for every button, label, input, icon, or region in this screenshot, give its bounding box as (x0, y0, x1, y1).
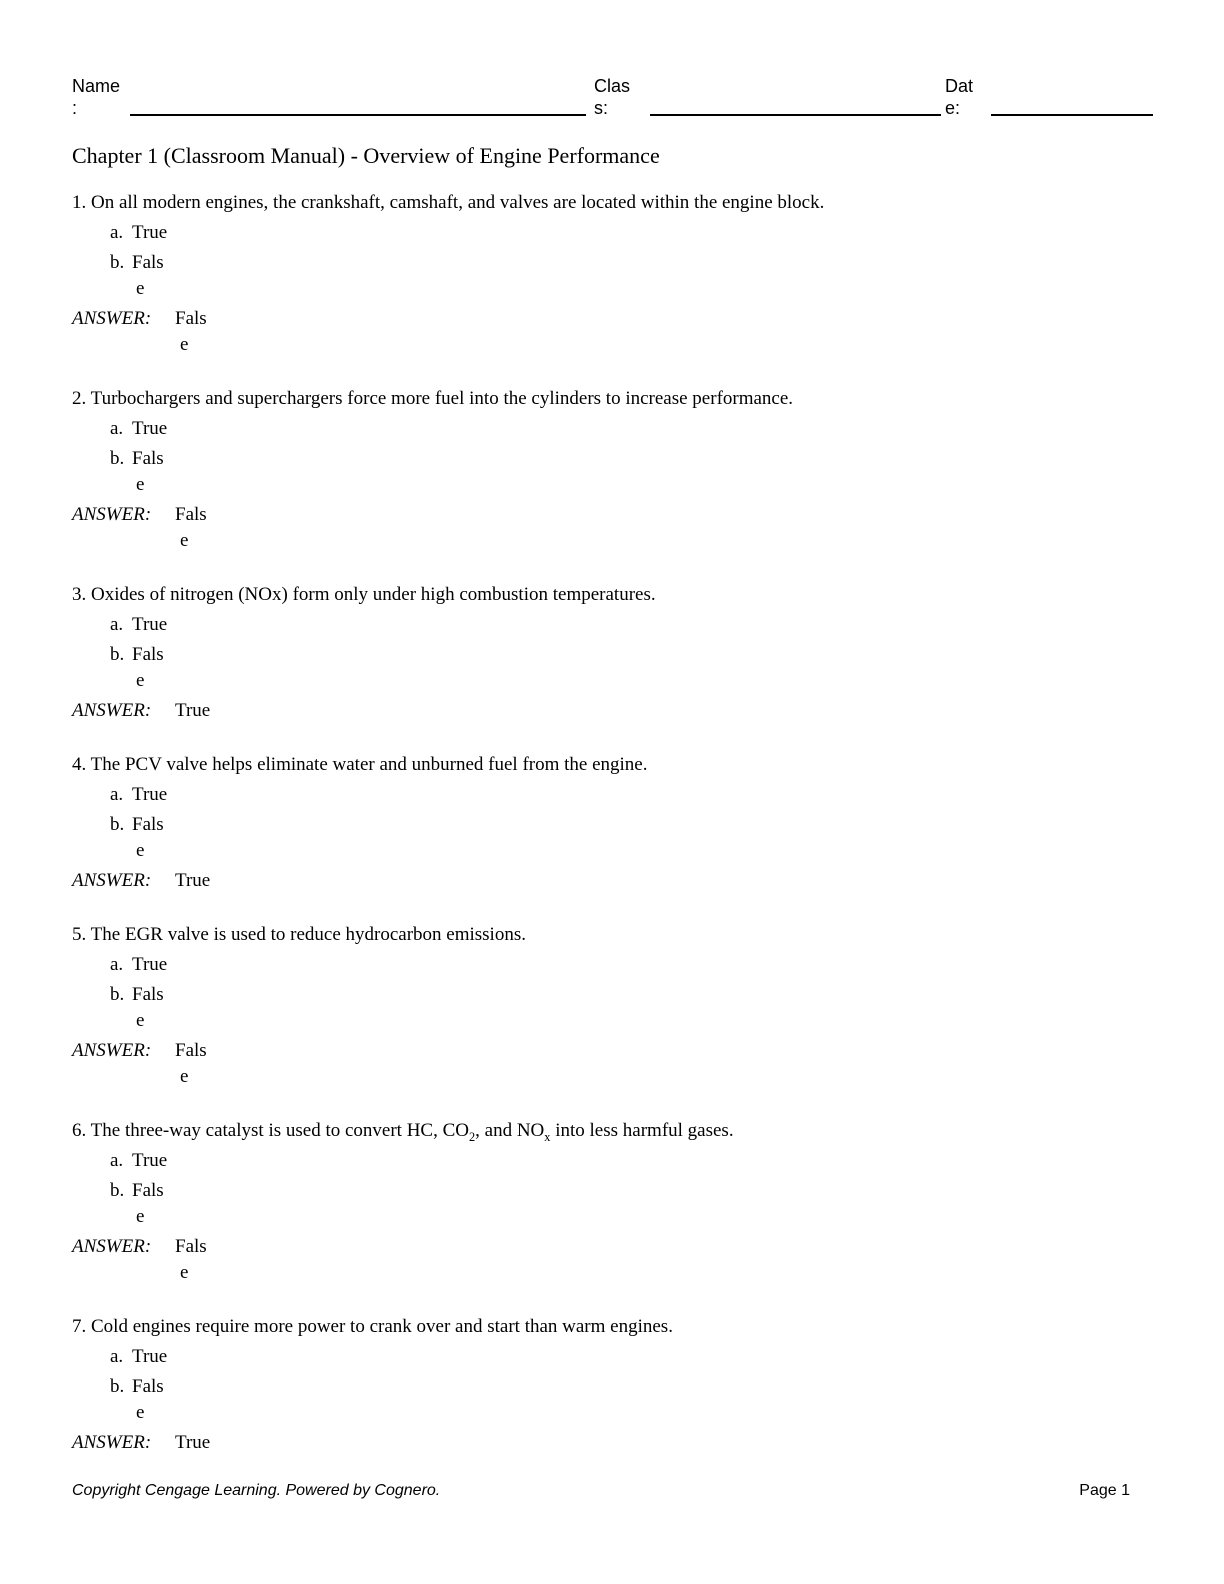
question-number: 3. (72, 584, 87, 605)
option-letter: b. (110, 448, 125, 469)
answer-value-line: Fals (175, 1236, 207, 1257)
name-field (72, 75, 586, 119)
page-footer (72, 1481, 1152, 1501)
answer-value (175, 1430, 210, 1456)
option-text (132, 250, 164, 302)
answer-option-b (72, 250, 1152, 302)
option-letter: a. (110, 222, 124, 243)
date-blank-line[interactable] (991, 114, 1153, 116)
option-letter: b. (110, 644, 125, 665)
option-text-line: Fals (132, 448, 164, 469)
question-1 (72, 190, 1152, 358)
option-letter: a. (110, 784, 124, 805)
option-text (132, 1148, 167, 1174)
question-text-segment: The PCV valve helps eliminate water and unburned fuel from the engine. (90, 754, 648, 775)
answer-label: ANSWER: (72, 308, 152, 329)
question-text-segment: On all modern engines, the crankshaft, camshaft, and valves are located within the engine block. (91, 192, 825, 213)
question-number: 1. (72, 192, 87, 213)
question-list (72, 190, 1152, 1456)
option-letter: a. (110, 1346, 124, 1367)
question-text-segment: into less harmful gases. (550, 1120, 734, 1141)
question-text-subscript: x (544, 1129, 551, 1144)
class-blank-line[interactable] (650, 114, 941, 116)
option-text-line: e (136, 670, 145, 691)
answer-option-a (72, 220, 1152, 246)
answer-label: ANSWER: (72, 1236, 152, 1257)
answer-option-a (72, 782, 1152, 808)
name-blank-line[interactable] (130, 114, 586, 116)
option-text (132, 982, 164, 1034)
question-text-segment: Cold engines require more power to crank over and start than warm engines. (91, 1316, 673, 1337)
option-text (132, 1344, 167, 1370)
answer-value (175, 868, 210, 894)
date-label (945, 75, 991, 119)
option-text (132, 1374, 164, 1426)
question-text (72, 386, 1152, 412)
question-text-segment: The three-way catalyst is used to convert HC, CO (90, 1120, 469, 1141)
question-text-segment: Turbochargers and superchargers force more fuel into the cylinders to increase performance. (90, 388, 794, 409)
option-text (132, 416, 167, 442)
question-6 (72, 1118, 1152, 1286)
question-text-segment: , and NO (475, 1120, 545, 1141)
option-text-line: e (136, 474, 145, 495)
option-text-line: True (132, 222, 168, 243)
question-2 (72, 386, 1152, 554)
answer-row (72, 306, 1152, 358)
answer-option-b (72, 446, 1152, 498)
answer-value (175, 698, 210, 724)
answer-option-a (72, 416, 1152, 442)
answer-label: ANSWER: (72, 870, 152, 891)
option-text-line: True (132, 784, 168, 805)
answer-value (175, 1234, 207, 1286)
name-label-line1: Name (72, 76, 121, 96)
option-text-line: True (132, 1346, 168, 1367)
answer-value-line: Fals (175, 1040, 207, 1061)
answer-option-a (72, 612, 1152, 638)
page-title: Chapter 1 (Classroom Manual) - Overview of Engine Performance (72, 143, 660, 168)
answer-value (175, 1038, 207, 1090)
option-text-line: Fals (132, 252, 164, 273)
answer-row (72, 1234, 1152, 1286)
answer-option-b (72, 1178, 1152, 1230)
answer-option-a (72, 1148, 1152, 1174)
page-number: Page 1 (1079, 1482, 1130, 1499)
answer-value-line: Fals (175, 504, 207, 525)
answer-value-line: Fals (175, 308, 207, 329)
option-letter: a. (110, 418, 124, 439)
option-text-line: e (136, 840, 145, 861)
question-7 (72, 1314, 1152, 1456)
answer-option-b (72, 982, 1152, 1034)
question-number: 5. (72, 924, 87, 945)
question-4 (72, 752, 1152, 894)
option-text (132, 952, 167, 978)
question-number: 6. (72, 1120, 87, 1141)
question-5 (72, 922, 1152, 1090)
option-letter: b. (110, 1180, 125, 1201)
answer-value (175, 306, 207, 358)
copyright-text: Copyright Cengage Learning. Powered by Cognero. (72, 1482, 441, 1499)
class-label-line2: s: (594, 98, 609, 118)
answer-label: ANSWER: (72, 700, 152, 721)
question-text-segment: The EGR valve is used to reduce hydrocarbon emissions. (90, 924, 526, 945)
answer-option-b (72, 1374, 1152, 1426)
question-text (72, 922, 1152, 948)
option-text (132, 642, 164, 694)
option-letter: a. (110, 954, 124, 975)
answer-value-line: e (180, 1262, 189, 1283)
question-number: 4. (72, 754, 87, 775)
option-text-line: Fals (132, 984, 164, 1005)
option-text-line: Fals (132, 814, 164, 835)
answer-value-line: True (175, 700, 211, 721)
question-text (72, 1118, 1152, 1144)
answer-option-b (72, 812, 1152, 864)
date-label-line1: Dat (945, 76, 974, 96)
answer-value-line: True (175, 1432, 211, 1453)
date-field (945, 75, 1153, 119)
option-letter: b. (110, 252, 125, 273)
question-text (72, 752, 1152, 778)
question-number: 7. (72, 1316, 87, 1337)
answer-row (72, 698, 1152, 724)
question-3 (72, 582, 1152, 724)
answer-value-line: e (180, 1066, 189, 1087)
option-text-line: True (132, 1150, 168, 1171)
option-letter: b. (110, 1376, 125, 1397)
option-text-line: True (132, 614, 168, 635)
answer-label: ANSWER: (72, 504, 152, 525)
answer-value (175, 502, 207, 554)
class-field (594, 75, 941, 119)
option-letter: b. (110, 814, 125, 835)
answer-value-line: e (180, 530, 189, 551)
option-text-line: e (136, 1402, 145, 1423)
question-number: 2. (72, 388, 87, 409)
answer-row (72, 868, 1152, 894)
option-text (132, 1178, 164, 1230)
answer-option-a (72, 952, 1152, 978)
name-label (72, 75, 130, 119)
name-label-line2: : (72, 98, 78, 118)
class-label-line1: Clas (594, 76, 631, 96)
option-text-line: e (136, 278, 145, 299)
option-text (132, 812, 164, 864)
option-text (132, 612, 167, 638)
option-text (132, 220, 167, 246)
option-text (132, 782, 167, 808)
option-text-line: Fals (132, 1376, 164, 1397)
option-text-line: e (136, 1010, 145, 1031)
option-text (132, 446, 164, 498)
option-text-line: Fals (132, 644, 164, 665)
answer-row (72, 502, 1152, 554)
question-text-segment: Oxides of nitrogen (NOx) form only under high combustion temperatures. (91, 584, 656, 605)
answer-row (72, 1038, 1152, 1090)
option-letter: a. (110, 614, 124, 635)
answer-value-line: True (175, 870, 211, 891)
answer-label: ANSWER: (72, 1432, 152, 1453)
answer-row (72, 1430, 1152, 1456)
option-letter: a. (110, 1150, 124, 1171)
answer-option-a (72, 1344, 1152, 1370)
answer-option-b (72, 642, 1152, 694)
answer-label: ANSWER: (72, 1040, 152, 1061)
option-text-line: Fals (132, 1180, 164, 1201)
option-text-line: True (132, 418, 168, 439)
question-text-subscript: 2 (468, 1129, 476, 1144)
class-label (594, 75, 650, 119)
option-letter: b. (110, 984, 125, 1005)
answer-value-line: e (180, 334, 189, 355)
question-text (72, 582, 1152, 608)
question-text (72, 190, 1152, 216)
header-fields (72, 75, 1152, 119)
question-text (72, 1314, 1152, 1340)
option-text-line: e (136, 1206, 145, 1227)
option-text-line: True (132, 954, 168, 975)
date-label-line2: e: (945, 98, 961, 118)
